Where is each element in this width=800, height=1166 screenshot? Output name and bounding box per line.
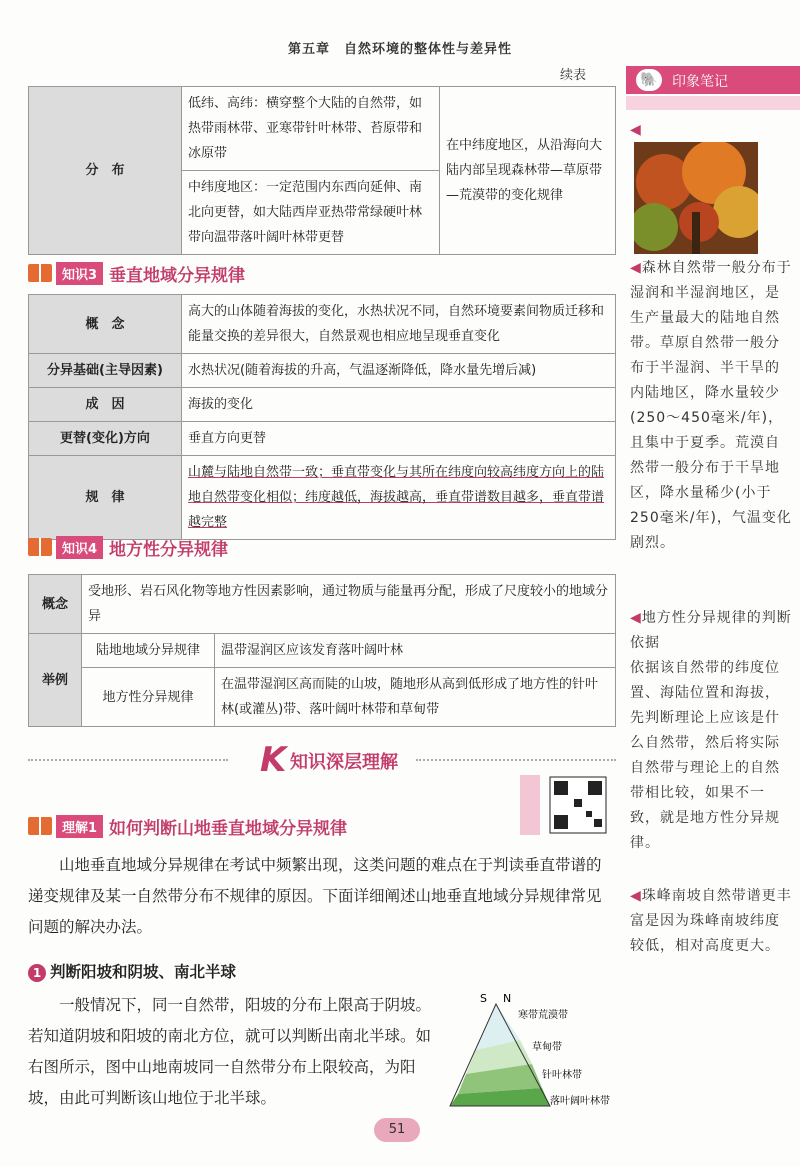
row-header: 概 念 [29,295,182,354]
elephant-icon: 🐘 [636,69,662,91]
book-icon [28,817,52,835]
continued-label: 续表 [560,68,587,83]
row-value: 山麓与陆地自然带一致；垂直带变化与其所在纬度向较高纬度方向上的陆地自然带变化相似；纬度越低，海拔越高，垂直带谱数目越多，垂直带谱越完整 [182,456,616,540]
example-1-value: 温带湿润区应该发育落叶阔叶林 [215,634,616,668]
band-label: 针叶林带 [542,1070,582,1081]
section-3-heading [28,260,245,286]
point-1-text: 一般情况下，同一自然带，阳坡的分布上限高于阴坡。若知道阴坡和阳坡的南北方位，就可以判断出南北半球。如右图所示，图中山地南坡同一自然带分布上限较高，为阳坡，由此可判断该山地位于北半球。 [28,996,432,1107]
point-1-title: 判断阳坡和阴坡、南北半球 [50,963,237,981]
vertical-zonation-table [28,294,616,540]
section-tag: 知识4 [56,536,103,559]
example-header: 举例 [29,634,82,727]
qr-code[interactable] [520,775,616,835]
example-1-key: 陆地地域分异规律 [82,634,215,668]
row-header: 成 因 [29,388,182,422]
sidebar-strip [626,96,800,110]
triangle-icon: ◀ [630,610,642,626]
example-2-value: 在温带湿润区高而陡的山坡，随地形从高到低形成了地方性的针叶林(或灌丛)带、落叶阔叶林带和草甸带 [215,668,616,727]
section-tag: 知识3 [56,262,103,285]
band-label: 落叶阔叶林带 [550,1096,610,1107]
page-number: 51 [374,1118,420,1142]
banner-title: 知识深层理解 [286,748,402,774]
triangle-icon: ◀ [630,260,642,276]
sidebar-note-4: ◀珠峰南坡自然带谱更丰富是因为珠峰南坡纬度较低，相对高度更大。 [630,888,792,954]
distribution-table [28,86,616,255]
mountain-zonation-diagram [446,990,621,1120]
k-logo: K [260,740,287,780]
north-label: N [503,992,512,1005]
forest-photo [634,142,758,254]
triangle-icon: ◀ [630,888,642,904]
band-label: 草甸带 [532,1042,562,1053]
triangle-icon: ◀ [630,122,642,138]
section-title: 地方性分异规律 [109,539,229,560]
row-value: 垂直方向更替 [182,422,616,456]
sidebar-note-1: ◀森林自然带一般分布于湿润和半湿润地区，是生产量最大的陆地自然带。草原自然带一般分布于半湿润、半干旱的内陆地区，降水量较少(250～450毫米/年)，且集中于夏季。荒漠自然带一般分布于干旱地区，降水量稀少(小于250毫米/年)，气温变化剧烈。 [630,260,792,551]
distribution-label: 分 布 [29,87,182,255]
sidebar-title: 印象笔记 [672,74,728,90]
chapter-header: 第五章 自然环境的整体性与差异性 [287,42,512,57]
band-label: 寒带荒漠带 [518,1010,568,1021]
row-header: 更替(变化)方向 [29,422,182,456]
distribution-row-1: 低纬、高纬：横穿整个大陆的自然带，如热带雨林带、亚寒带针叶林带、苔原带和冰原带 [182,87,440,171]
row-value: 高大的山体随着海拔的变化，水热状况不同，自然环境要素间物质迁移和能量交换的差异很大，自然景观也相应地呈现垂直变化 [182,295,616,354]
section-tag: 理解1 [56,815,103,838]
row-header: 规 律 [29,456,182,540]
section-4-heading [28,534,228,560]
section-title: 垂直地域分异规律 [109,265,246,286]
understanding-1-heading [28,813,347,839]
number-badge: 1 [28,964,46,982]
distribution-right: 在中纬度地区，从沿海向大陆内部呈现森林带—草原带—荒漠带的变化规律 [440,87,616,255]
intro-paragraph: 山地垂直地域分异规律在考试中频繁出现，这类问题的难点在于判读垂直带谱的递变规律及某一自然带分布不规律的原因。下面详细阐述山地垂直地域分异规律常见问题的解决办法。 [28,856,602,936]
concept-header: 概念 [29,575,82,634]
example-2-key: 地方性分异规律 [82,668,215,727]
deep-understanding-banner [28,740,616,780]
point-1-heading [28,957,616,988]
distribution-row-2: 中纬度地区：一定范围内东西向延伸、南北向更替，如大陆西岸亚热带常绿硬叶林带向温带落叶阔叶林带更替 [182,171,440,255]
row-header: 分异基础(主导因素) [29,354,182,388]
sidebar-note-3: 依据该自然带的纬度位置、海陆位置和海拔，先判断理论上应该是什么自然带，然后将实际自然带与理论上的自然带相比较，如果不一致，就是地方性分异规律。 [630,660,780,851]
sidebar-header [626,66,800,94]
south-label: S [480,992,487,1005]
sidebar-note-2: ◀地方性分异规律的判断依据 [630,610,792,651]
section-title: 如何判断山地垂直地域分异规律 [109,818,348,839]
row-value: 海拔的变化 [182,388,616,422]
row-value: 水热状况(随着海拔的升高，气温逐渐降低，降水量先增后减) [182,354,616,388]
local-differentiation-table [28,574,616,727]
book-icon [28,264,52,282]
concept-value: 受地形、岩石风化物等地方性因素影响，通过物质与能量再分配，形成了尺度较小的地域分异 [82,575,616,634]
book-icon [28,538,52,556]
